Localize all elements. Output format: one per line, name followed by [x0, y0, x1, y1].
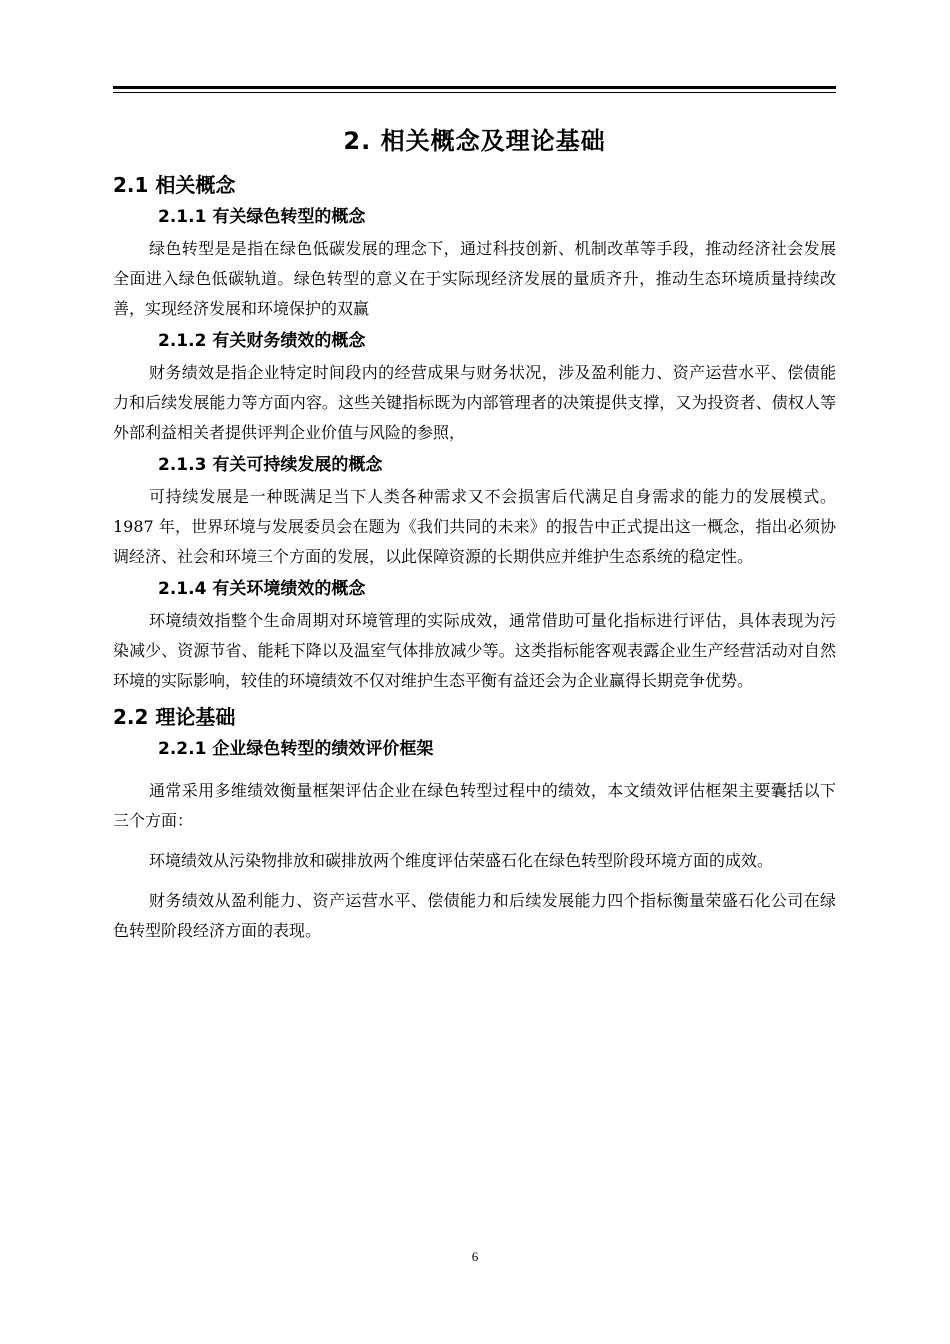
subsection-heading-2-1-4: 2.1.4 有关环境绩效的概念 [158, 579, 366, 599]
subsection-heading-2-2-1: 2.2.1 企业绿色转型的绩效评价框架 [158, 739, 434, 759]
paragraph-framework-financial: 财务绩效从盈利能力、资产运营水平、偿债能力和后续发展能力四个指标衡量荣盛石化公司在绿色转型阶段经济方面的表现。 [113, 891, 836, 940]
paragraph-financial-performance: 财务绩效是指企业特定时间段内的经营成果与财务状况，涉及盈利能力、资产运营水平、偿债能力和后续发展能力等方面内容。这些关键指标既为内部管理者的决策提供支撑，又为投资者、债权人等外部利益相关者提供评判企业价值与风险的参照， [113, 363, 836, 442]
page-number: 6 [471, 1249, 479, 1264]
section-heading-2-2: 2.2 理论基础 [113, 705, 236, 729]
paragraph-environmental-performance: 环境绩效指整个生命周期对环境管理的实际成效，通常借助可量化指标进行评估，具体表现为污染减少、资源节省、能耗下降以及温室气体排放减少等。这类指标能客观表露企业生产经营活动对自然环境的实际影响，较佳的环境绩效不仅对维护生态平衡有益还会为企业赢得长期竞争优势。 [113, 611, 836, 690]
header-rule-thin [113, 92, 836, 93]
page-content [113, 112, 836, 946]
subsection-heading-2-1-2: 2.1.2 有关财务绩效的概念 [158, 331, 366, 351]
section-heading-2-1: 2.1 相关概念 [113, 173, 236, 197]
paragraph-framework-intro: 通常采用多维绩效衡量框架评估企业在绿色转型过程中的绩效，本文绩效评估框架主要囊括以下三个方面： [113, 781, 836, 830]
header-rule-thick [113, 86, 836, 89]
paragraph-framework-environmental: 环境绩效从污染物排放和碳排放两个维度评估荣盛石化在绿色转型阶段环境方面的成效。 [149, 851, 774, 870]
subsection-heading-2-1-1: 2.1.1 有关绿色转型的概念 [158, 207, 366, 227]
paragraph-green-transformation: 绿色转型是是指在绿色低碳发展的理念下，通过科技创新、机制改革等手段，推动经济社会发展全面进入绿色低碳轨道。绿色转型的意义在于实际现经济发展的量质齐升，推动生态环境质量持续改善，实现经济发展和环境保护的双赢 [113, 239, 836, 318]
subsection-heading-2-1-3: 2.1.3 有关可持续发展的概念 [158, 455, 383, 475]
paragraph-sustainable-development: 可持续发展是一种既满足当下人类各种需求又不会损害后代满足自身需求的能力的发展模式。1987 年，世界环境与发展委员会在题为《我们共同的未来》的报告中正式提出这一概念，指出必须协调经济、社会和环境三个方面的发展，以此保障资源的长期供应并维护生态系统的稳定性。 [113, 487, 836, 566]
chapter-title: 2. 相关概念及理论基础 [343, 127, 606, 155]
